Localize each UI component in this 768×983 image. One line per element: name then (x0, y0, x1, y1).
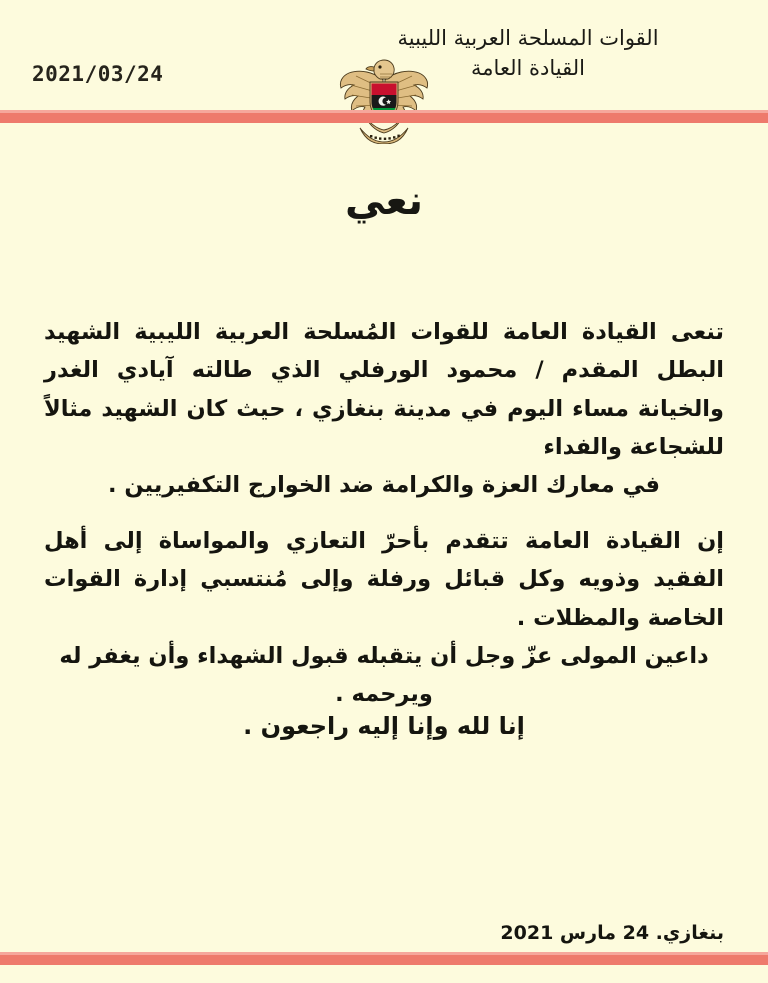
page-title: نعي (344, 178, 424, 224)
body-paragraph-2 (44, 522, 724, 713)
header-org-line-2: القيادة العامة (471, 55, 585, 80)
header-organization-title (318, 24, 738, 84)
footer-signature: بنغازي. 24 مارس 2021 (500, 922, 724, 944)
header-date-stamp: 2021/03/24 (32, 62, 164, 86)
paragraph-1-text: تنعى القيادة العامة للقوات المُسلحة العربية الليبية الشهيد البطل المقدم / محمود الورفلي الذي طالته آيادي الغدر والخيانة مساء اليوم في مدينة بنغازي ، حيث كان الشهيد مثالاً للشجاعة والفداء (44, 319, 724, 460)
paragraph-1-last-line: في معارك العزة والكرامة ضد الخوارج التكفيريين . (108, 472, 660, 498)
paragraph-2-text: إن القيادة العامة تتقدم بأحرّ التعازي والمواساة إلى أهل الفقيد وذويه وكل قبائل ورفلة وإلى مُنتسبي إدارة القوات الخاصة والمظلات . (44, 528, 724, 631)
document-header (0, 0, 768, 112)
top-divider-rule (0, 110, 768, 123)
header-org-line-1: القوات المسلحة العربية الليبية (397, 26, 659, 50)
bottom-divider-rule (0, 952, 768, 965)
body-paragraph-1 (44, 313, 724, 504)
closing-invocation: إنا لله وإنا إليه راجعون . (243, 712, 525, 740)
paragraph-2-last-line: داعين المولى عزّ وجل أن يتقبله قبول الشهداء وأن يغفر له ويرحمه . (59, 642, 709, 707)
